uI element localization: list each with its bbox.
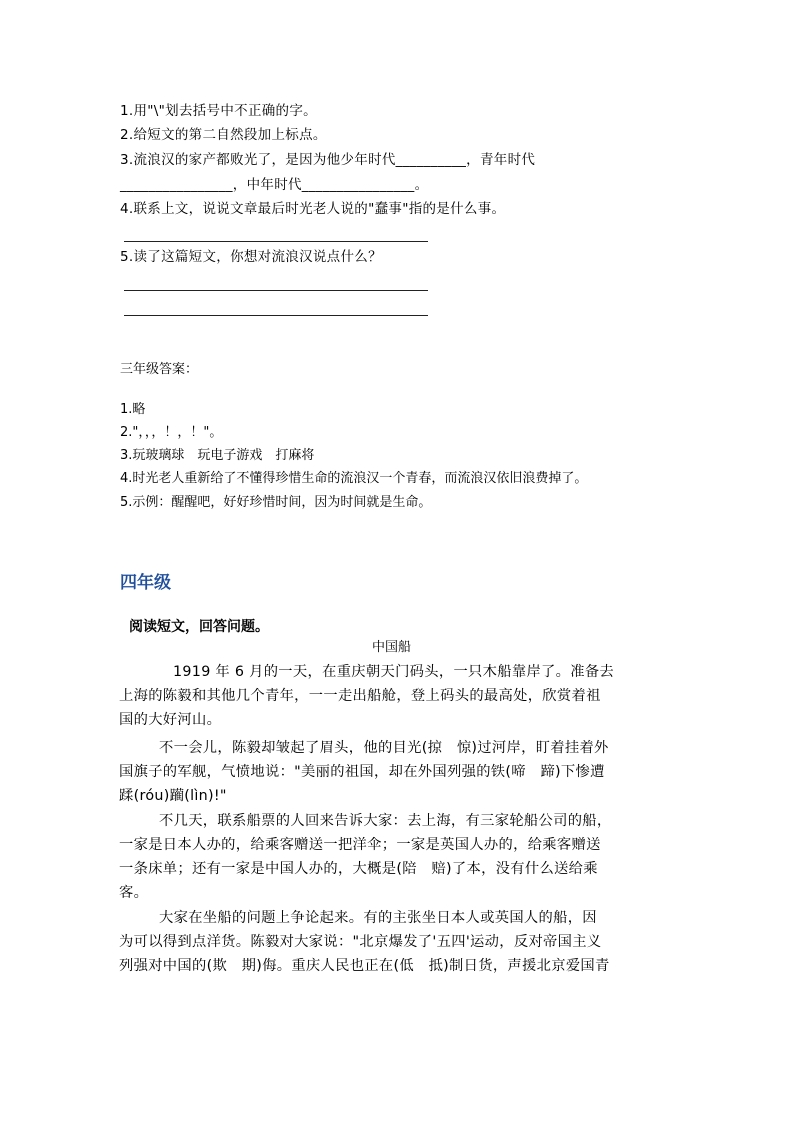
paragraph-1 [119, 661, 667, 733]
line: 国的大好河山。 [119, 711, 222, 728]
question-3-line2: ________________，中年时代________________。 [120, 177, 429, 193]
answer-line [124, 290, 428, 291]
answer-3: 3.玩玻璃球 玩电子游戏 打麻将 [120, 448, 315, 463]
answer-line [124, 315, 428, 316]
answer-2: 2."，，，！，！"。 [120, 425, 223, 440]
paragraph-4 [119, 907, 667, 979]
answer-5: 5.示例：醒醒吧，好好珍惜时间，因为时间就是生命。 [120, 495, 432, 510]
line: 一条床单；还有一家是中国人办的，大概是(陪 赔)了本，没有什么送给乘 [119, 860, 598, 877]
question-3-line1: 3.流浪汉的家产都败光了，是因为他少年时代__________，青年时代 [120, 152, 536, 168]
question-1: 1.用"\"划去括号中不正确的字。 [120, 103, 317, 119]
line: 不几天，联系船票的人回来告诉大家：去上海，有三家轮船公司的船， [159, 813, 612, 829]
question-2: 2.给短文的第二自然段加上标点。 [120, 127, 327, 143]
line: 1919 年 6 月的一天，在重庆朝天门码头，一只木船靠岸了。准备去 [173, 664, 615, 680]
line: 客。 [119, 884, 149, 901]
paragraph-3 [119, 810, 667, 906]
instruction: 阅读短文，回答问题。 [129, 619, 269, 635]
question-5: 5.读了这篇短文，你想对流浪汉说点什么？ [120, 249, 382, 265]
answers-heading: 三年级答案： [120, 362, 199, 377]
paragraph-2 [119, 737, 667, 809]
answer-line [124, 241, 428, 242]
line: 不一会儿，陈毅却皱起了眉头，他的目光(掠 惊)过河岸，盯着挂着外 [159, 740, 609, 756]
line: 大家在坐船的问题上争论起来。有的主张坐日本人或英国人的船，因 [159, 910, 597, 926]
line: 国旗子的军舰，气愤地说："美丽的祖国，却在外国列强的铁(啼 蹄)下惨遭 [119, 763, 605, 780]
passage-title: 中国船 [372, 640, 412, 655]
line: 上海的陈毅和其他几个青年，一一走出船舱，登上码头的最高处，欣赏着祖 [119, 687, 601, 704]
line: 为可以得到点洋货。陈毅对大家说："北京爆发了'五四'运动，反对帝国主义 [119, 933, 602, 950]
grade-heading: 四年级 [120, 573, 171, 593]
line: 蹂(róu)躏(lìn)!" [119, 787, 227, 804]
line: 列强对中国的(欺 期)侮。重庆人民也正在(低 抵)制日货，声援北京爱国青 [119, 957, 610, 974]
answer-1: 1.略 [120, 402, 146, 417]
answer-4: 4.时光老人重新给了不懂得珍惜生命的流浪汉一个青春，而流浪汉依旧浪费掉了。 [120, 471, 588, 486]
line: 一家是日本人办的，给乘客赠送一把洋伞；一家是英国人办的，给乘客赠送 [119, 836, 601, 853]
question-4: 4.联系上文，说说文章最后时光老人说的"蠢事"指的是什么事。 [120, 201, 506, 217]
